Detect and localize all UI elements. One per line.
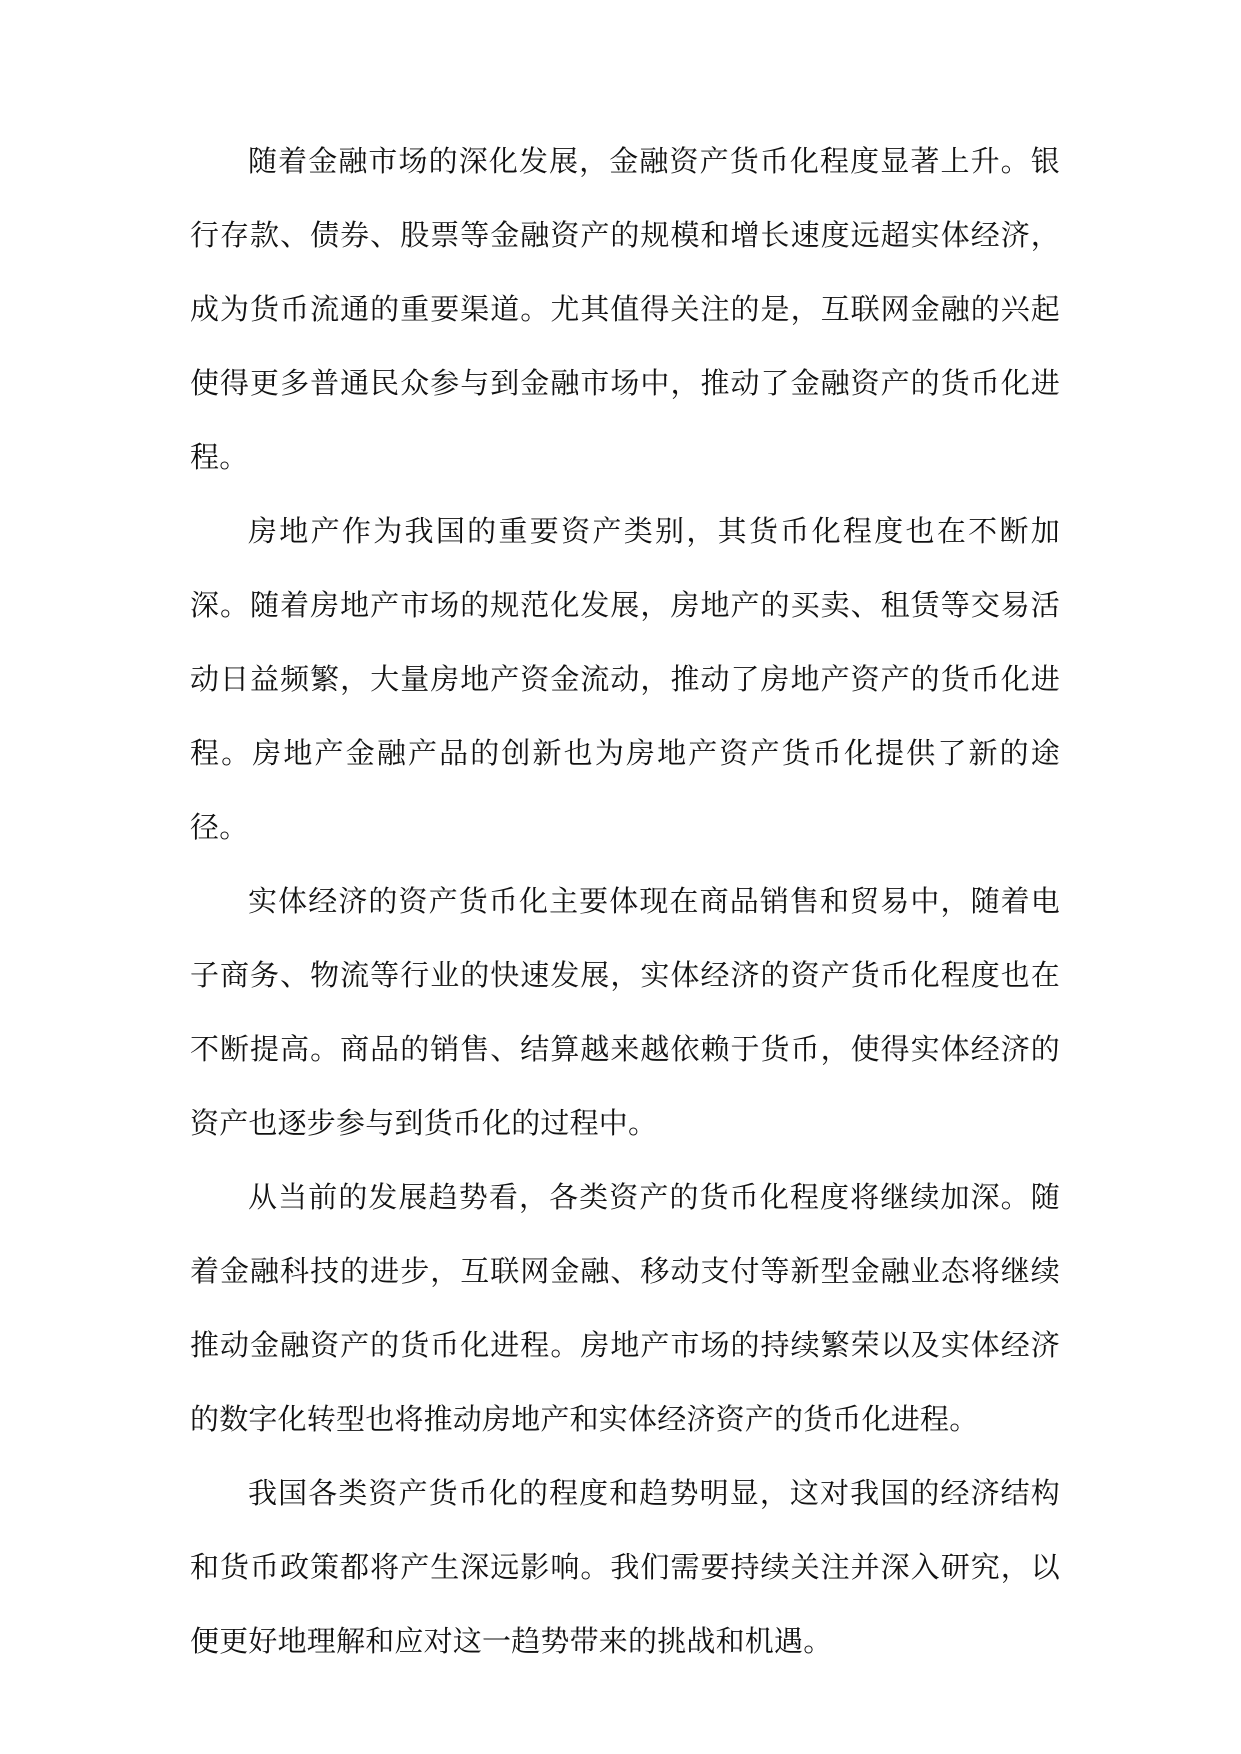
paragraph-real-economy: 实体经济的资产货币化主要体现在商品销售和贸易中，随着电子商务、物流等行业的快速发展，实体经济的资产货币化程度也在不断提高。商品的销售、结算越来越依赖于货币，使得实体经济的资产也逐步参与到货币化的过程中。: [190, 884, 1060, 1140]
document-body: [190, 124, 1060, 1678]
paragraph-financial-assets: 随着金融市场的深化发展，金融资产货币化程度显著上升。银行存款、债券、股票等金融资产的规模和增长速度远超实体经济，成为货币流通的重要渠道。尤其值得关注的是，互联网金融的兴起使得更多普通民众参与到金融市场中，推动了金融资产的货币化进程。: [190, 144, 1060, 474]
paragraph-trend: 从当前的发展趋势看，各类资产的货币化程度将继续加深。随着金融科技的进步，互联网金融、移动支付等新型金融业态将继续推动金融资产的货币化进程。房地产市场的持续繁荣以及实体经济的数字化转型也将推动房地产和实体经济资产的货币化进程。: [190, 1180, 1060, 1436]
paragraph-real-estate: 房地产作为我国的重要资产类别，其货币化程度也在不断加深。随着房地产市场的规范化发展，房地产的买卖、租赁等交易活动日益频繁，大量房地产资金流动，推动了房地产资产的货币化进程。房地产金融产品的创新也为房地产资产货币化提供了新的途径。: [190, 514, 1060, 844]
paragraph-conclusion: 我国各类资产货币化的程度和趋势明显，这对我国的经济结构和货币政策都将产生深远影响。我们需要持续关注并深入研究，以便更好地理解和应对这一趋势带来的挑战和机遇。: [190, 1476, 1060, 1658]
